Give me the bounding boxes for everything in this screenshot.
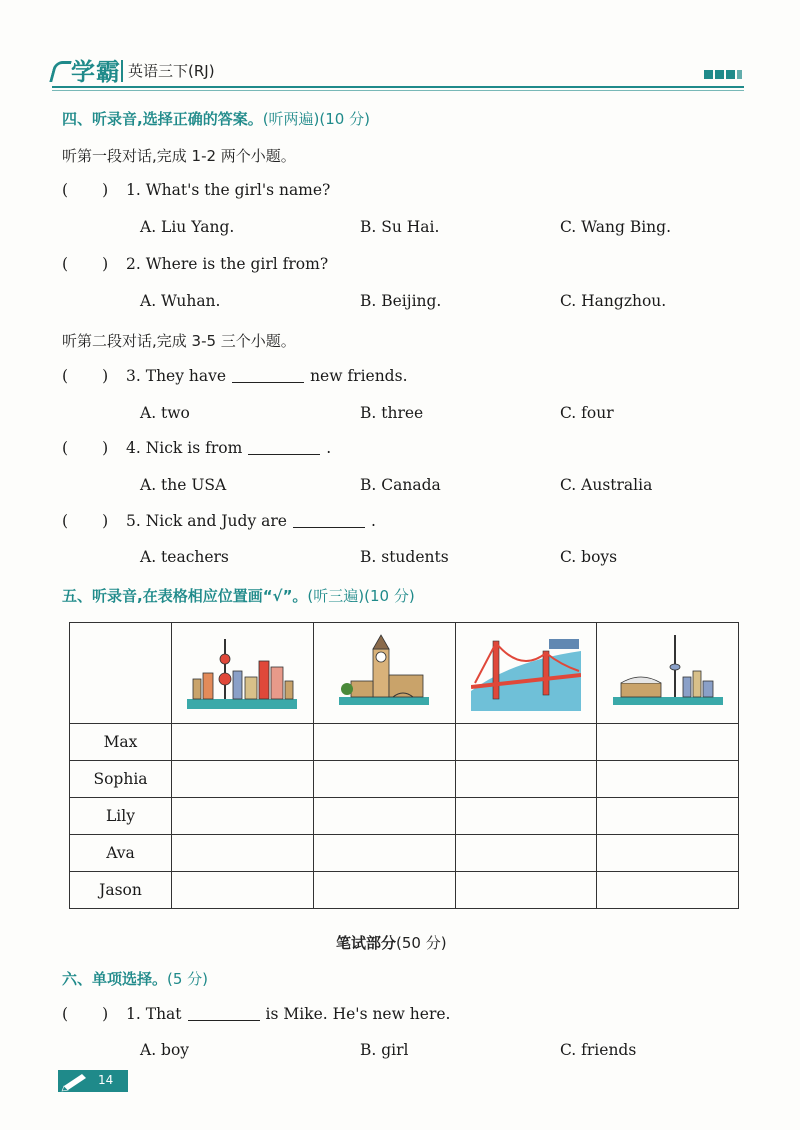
header-square-icon (726, 70, 735, 79)
option-c: C. four (560, 404, 614, 422)
answer-paren-close: ) (102, 512, 109, 530)
answer-paren-close: ) (102, 181, 109, 199)
footer-tab (58, 1070, 128, 1092)
answer-cell[interactable] (172, 835, 314, 872)
answer-cell[interactable] (313, 835, 455, 872)
big-ben-icon (329, 631, 439, 711)
answer-paren-open[interactable]: ( (62, 1005, 69, 1023)
answer-paren-open[interactable]: ( (62, 512, 69, 530)
answer-cell[interactable] (455, 724, 597, 761)
row-name: Ava (70, 835, 172, 872)
answer-cell[interactable] (597, 872, 739, 909)
table-image-row (70, 623, 739, 724)
question-number: 2. (126, 255, 141, 273)
answer-cell[interactable] (313, 761, 455, 798)
answer-paren-close: ) (102, 255, 109, 273)
city-image-toronto (597, 623, 739, 724)
cn-tower-icon (613, 631, 723, 711)
question-text-tail: . (370, 512, 376, 530)
section-4-title (62, 108, 370, 129)
answer-paren-close: ) (102, 367, 109, 385)
question-text: Where is the girl from? (145, 255, 329, 273)
golden-gate-icon (471, 631, 581, 711)
question-number: 1. (126, 1005, 141, 1023)
question-4-1 (62, 181, 330, 199)
option-a: A. two (140, 404, 190, 422)
header-square-icon (737, 70, 742, 79)
section-6-title (62, 968, 208, 989)
header-subtitle: 英语三下(RJ) (128, 62, 215, 80)
answer-cell[interactable] (597, 761, 739, 798)
option-c: C. Hangzhou. (560, 292, 667, 310)
pencil-icon (58, 1070, 92, 1092)
section-4-intro-2: 听第二段对话,完成 3-5 三个小题。 (62, 332, 296, 350)
option-b: B. Canada (360, 476, 441, 494)
answer-cell[interactable] (172, 761, 314, 798)
fill-blank[interactable] (248, 440, 320, 455)
question-text: That (145, 1005, 182, 1023)
question-text: Nick and Judy are (145, 512, 287, 530)
fill-blank[interactable] (293, 513, 365, 528)
row-name: Lily (70, 798, 172, 835)
section-4-title-text: 四、听录音,选择正确的答案。 (62, 110, 263, 128)
section-5-title (62, 585, 415, 606)
answer-paren-close: ) (102, 439, 109, 457)
table-row (70, 724, 739, 761)
option-a: A. Wuhan. (140, 292, 221, 310)
section-6-note: (5 分) (167, 970, 209, 988)
section-4-note: (听两遍)(10 分) (262, 110, 370, 128)
row-name: Jason (70, 872, 172, 909)
option-c: C. Wang Bing. (560, 218, 671, 236)
header-square-icon (715, 70, 724, 79)
question-text: Nick is from (145, 439, 243, 457)
answer-cell[interactable] (313, 798, 455, 835)
section-4-intro-1: 听第一段对话,完成 1-2 两个小题。 (62, 147, 296, 165)
question-4-4 (62, 439, 331, 457)
option-b: B. Beijing. (360, 292, 442, 310)
answer-cell[interactable] (597, 724, 739, 761)
option-a: A. Liu Yang. (140, 218, 235, 236)
row-name: Sophia (70, 761, 172, 798)
option-a: A. boy (140, 1041, 190, 1059)
logo-text: 学霸 (71, 58, 121, 86)
answer-paren-close: ) (102, 1005, 109, 1023)
row-name: Max (70, 724, 172, 761)
question-4-3 (62, 367, 408, 385)
question-text-tail: new friends. (310, 367, 408, 385)
header-rule-thin (52, 90, 744, 91)
answer-cell[interactable] (313, 872, 455, 909)
question-number: 3. (126, 367, 141, 385)
option-b: B. three (360, 404, 424, 422)
answer-paren-open[interactable]: ( (62, 255, 69, 273)
city-image-london (313, 623, 455, 724)
question-number: 4. (126, 439, 141, 457)
table-row (70, 798, 739, 835)
question-6-1 (62, 1005, 450, 1023)
table-row (70, 872, 739, 909)
answer-cell[interactable] (455, 872, 597, 909)
header-square-icon (704, 70, 713, 79)
table-row (70, 835, 739, 872)
answer-cell[interactable] (313, 724, 455, 761)
table-corner-cell (70, 623, 172, 724)
answer-cell[interactable] (455, 835, 597, 872)
option-c: C. boys (560, 548, 618, 566)
section-6-title-text: 六、单项选择。 (62, 970, 168, 988)
written-part-heading (336, 932, 447, 953)
question-4-2 (62, 255, 328, 273)
answer-paren-open[interactable]: ( (62, 181, 69, 199)
written-part-title: 笔试部分 (336, 934, 397, 952)
option-c: C. Australia (560, 476, 653, 494)
section-5-title-text: 五、听录音,在表格相应位置画“√”。 (62, 587, 308, 605)
fill-blank[interactable] (232, 368, 304, 383)
answer-table (69, 622, 739, 909)
answer-cell[interactable] (597, 798, 739, 835)
fill-blank[interactable] (188, 1006, 260, 1021)
section-5-note: (听三遍)(10 分) (307, 587, 415, 605)
header-logo (52, 52, 121, 87)
question-text-tail: . (326, 439, 332, 457)
option-b: B. girl (360, 1041, 409, 1059)
question-number: 1. (126, 181, 141, 199)
question-text: What's the girl's name? (145, 181, 331, 199)
answer-paren-open[interactable]: ( (62, 439, 69, 457)
question-text: They have (145, 367, 227, 385)
option-b: B. Su Hai. (360, 218, 440, 236)
written-part-note: (50 分) (396, 934, 447, 952)
table-row (70, 761, 739, 798)
answer-cell[interactable] (455, 761, 597, 798)
question-number: 5. (126, 512, 141, 530)
option-a: A. the USA (140, 476, 227, 494)
city-image-san-francisco (455, 623, 597, 724)
question-text-tail: is Mike. He's new here. (265, 1005, 451, 1023)
option-b: B. students (360, 548, 449, 566)
option-a: A. teachers (140, 548, 229, 566)
answer-cell[interactable] (172, 724, 314, 761)
answer-cell[interactable] (597, 835, 739, 872)
option-c: C. friends (560, 1041, 637, 1059)
header-rule (52, 86, 744, 88)
answer-cell[interactable] (172, 798, 314, 835)
header-separator (121, 60, 123, 82)
shanghai-skyline-icon (187, 631, 297, 711)
answer-paren-open[interactable]: ( (62, 367, 69, 385)
city-image-shanghai (172, 623, 314, 724)
answer-cell[interactable] (455, 798, 597, 835)
leaf-icon (49, 61, 72, 82)
page-number: 14 (98, 1073, 114, 1087)
question-4-5 (62, 512, 376, 530)
answer-cell[interactable] (172, 872, 314, 909)
